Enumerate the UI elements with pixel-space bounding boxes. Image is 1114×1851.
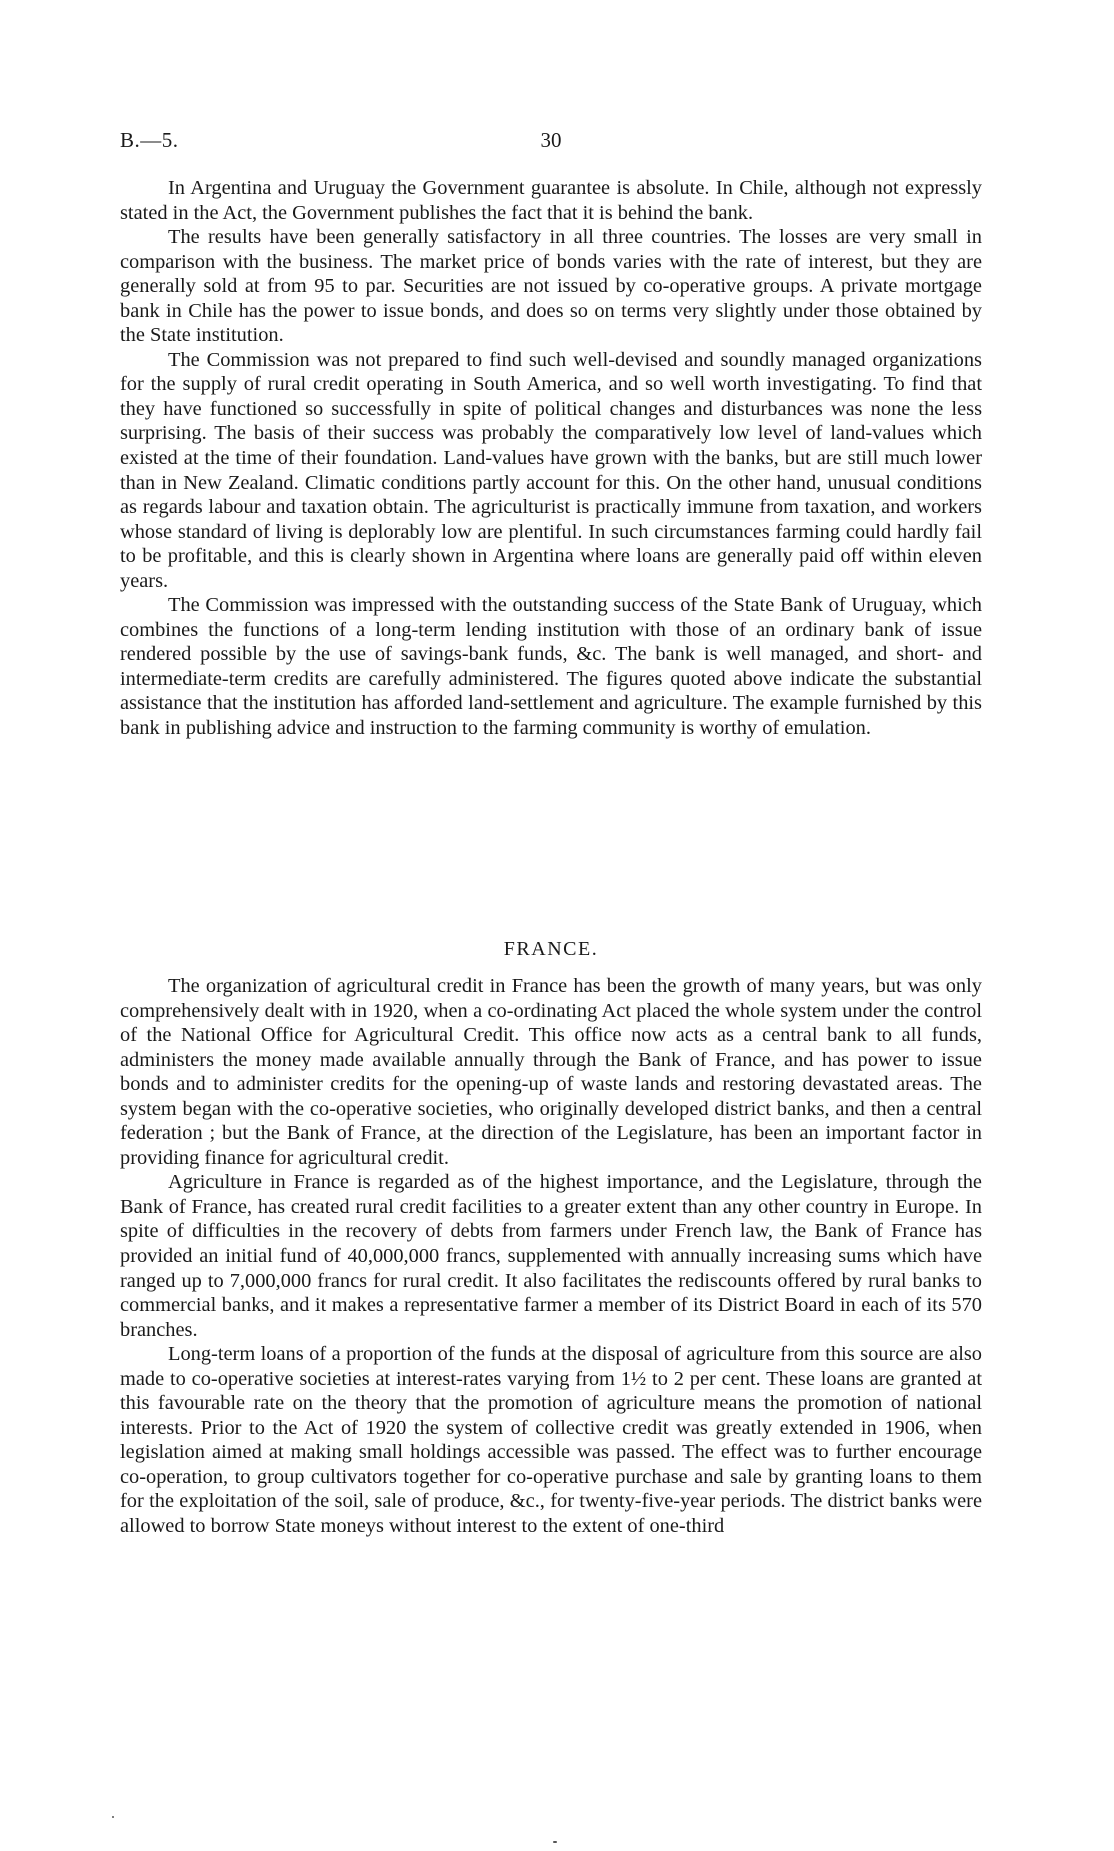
document-reference: B.—5. <box>120 128 179 152</box>
section-heading-france: FRANCE. <box>503 938 599 960</box>
paragraph: The organization of agricultural credit in France has been the growth of many years, but was only comprehensively dealt with in 1920, when a co-ordinating Act placed the whole system under the control of the National Office for Agricultural Credit. This office now acts as a central bank to all funds, administers the money made available annually through the Bank of France, and has power to issue bonds and to administer credits for the opening-up of waste lands and restoring devastated areas. The system began with the co-operative societies, who originally developed district banks, and then a central federation ; but the Bank of France, at the direction of the Legislature, has been an important factor in providing finance for agricultural credit. <box>120 975 982 1169</box>
paragraph: The results have been generally satisfactory in all three countries. The losses are very small in comparison with the business. The market price of bonds varies with the rate of interest, but they are generally sold at from 95 to par. Securities are not issued by co-operative groups. A private mortgage bank in Chile has the power to issue bonds, and does so on terms very slightly under those obtained by the State institution. <box>120 226 982 347</box>
scan-speck <box>553 1841 557 1843</box>
page-header <box>120 128 982 158</box>
paragraph: Long-term loans of a proportion of the funds at the disposal of agriculture from this source are also made to co-operative societies at interest-rates varying from 1½ to 2 per cent. These loans are granted at this favourable rate on the theory that the promotion of agriculture means the promotion of national interests. Prior to the Act of 1920 the system of collective credit was greatly extended in 1906, when legislation aimed at making small holdings accessible was passed. The effect was to further encourage co-operation, to group cultivators together for co-operative purchase and sale by granting loans to them for the exploitation of the soil, sale of produce, &c., for twenty-five-year periods. The district banks were allowed to borrow State moneys without interest to the extent of one-third <box>120 1343 982 1538</box>
paragraph: The Commission was impressed with the outstanding success of the State Bank of Uruguay, which combines the functions of a long-term lending institution with those of an ordinary bank of issue rendered possible by the use of savings-bank funds, &c. The bank is well managed, and short- and intermediate-term credits are carefully administered. The figures quoted above indicate the substantial assistance that the institution has afforded land-settlement and agriculture. The example furnished by this bank in publishing advice and instruction to the farming community is worthy of emulation. <box>120 594 982 740</box>
page-number: 30 <box>540 128 562 152</box>
france-section <box>120 974 982 1539</box>
south-america-section <box>120 176 982 741</box>
scan-speck <box>112 1816 114 1818</box>
paragraph: In Argentina and Uruguay the Government guarantee is absolute. In Chile, although not expressly stated in the Act, the Government publishes the fact that it is behind the bank. <box>120 177 982 224</box>
paragraph: Agriculture in France is regarded as of the highest importance, and the Legislature, through the Bank of France, has created rural credit facilities to a greater extent than any other country in Europe. In spite of difficulties in the recovery of debts from farmers under French law, the Bank of France has provided an initial fund of 40,000,000 francs, supplemented with annually increasing sums which have ranged up to 7,000,000 francs for rural credit. It also facilitates the rediscounts offered by rural banks to commercial banks, and it makes a representative farmer a member of its District Board in each of its 570 branches. <box>120 1171 982 1341</box>
paragraph: The Commission was not prepared to find such well-devised and soundly managed organizations for the supply of rural credit operating in South America, and so well worth investigating. To find that they have functioned so successfully in spite of political changes and disturbances was none the less surprising. The basis of their success was probably the comparatively low level of land-values which existed at the time of their foundation. Land-values have grown with the banks, but are still much lower than in New Zealand. Climatic conditions partly account for this. On the other hand, unusual conditions as regards labour and taxation obtain. The agriculturist is practically immune from taxation, and workers whose standard of living is deplorably low are plentiful. In such circumstances farming could hardly fail to be profitable, and this is clearly shown in Argentina where loans are generally paid off within eleven years. <box>120 348 982 592</box>
